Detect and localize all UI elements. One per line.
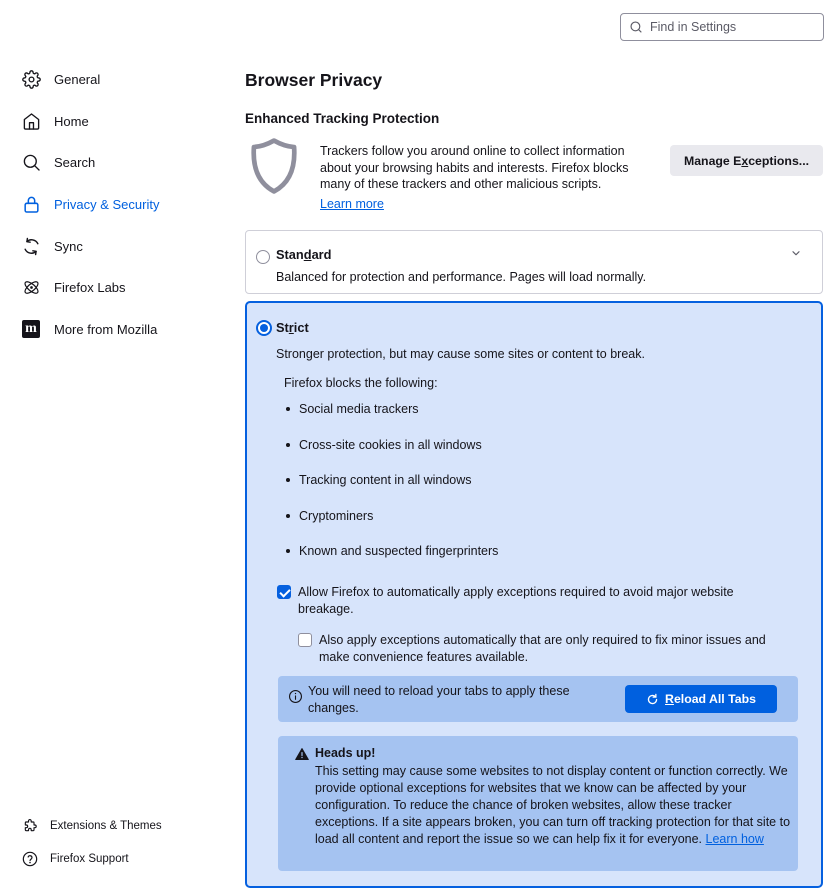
- sync-icon: [21, 236, 41, 256]
- footer-link-label: Extensions & Themes: [50, 819, 162, 832]
- blocked-item: Known and suspected fingerprinters: [286, 544, 498, 558]
- sidebar-item-label: Privacy & Security: [54, 197, 160, 213]
- lock-icon: [21, 195, 41, 215]
- sidebar-item-privacy-security[interactable]: [0, 184, 245, 226]
- sidebar-item-label: Sync: [54, 238, 83, 254]
- sidebar-item-label: Firefox Labs: [54, 280, 126, 296]
- sidebar-item-firefox-labs[interactable]: [0, 267, 245, 309]
- strict-description: Stronger protection, but may cause some sites or content to break.: [276, 347, 645, 361]
- help-circle-icon: [22, 851, 38, 867]
- mozilla-m-icon: m: [21, 319, 41, 339]
- sidebar-item-label: More from Mozilla: [54, 321, 158, 337]
- major-exceptions-row: [277, 584, 769, 617]
- blocked-item: Tracking content in all windows: [286, 473, 498, 487]
- shield-icon: [247, 137, 301, 195]
- learn-how-link[interactable]: Learn how: [705, 831, 764, 846]
- strict-radio[interactable]: [256, 320, 272, 336]
- atom-icon: [21, 278, 41, 298]
- reload-notice-message: You will need to reload your tabs to apply these changes.: [308, 684, 570, 715]
- sidebar-item-general[interactable]: [0, 59, 245, 101]
- info-icon: [288, 689, 303, 704]
- warning-triangle-icon: [295, 747, 309, 761]
- firefox-support-link[interactable]: [0, 842, 245, 875]
- sidebar-item-more-from-mozilla[interactable]: [0, 309, 245, 351]
- home-icon: [21, 111, 41, 131]
- standard-label: Standard: [276, 247, 332, 262]
- strict-option-card: [245, 301, 823, 888]
- minor-exceptions-row: [298, 632, 790, 665]
- blocked-item: Social media trackers: [286, 402, 498, 416]
- blocks-intro: Firefox blocks the following:: [284, 376, 438, 390]
- manage-exceptions-button[interactable]: Manage Exceptions...: [670, 145, 823, 176]
- learn-more-link[interactable]: Learn more: [320, 196, 384, 211]
- search-icon: [21, 153, 41, 173]
- reload-tabs-notice: [278, 676, 798, 722]
- sidebar-item-search[interactable]: [0, 142, 245, 184]
- puzzle-icon: [22, 818, 38, 834]
- minor-exceptions-checkbox[interactable]: [298, 633, 312, 647]
- blocked-item: Cross-site cookies in all windows: [286, 438, 498, 452]
- browser-privacy-pane: [245, 0, 825, 894]
- major-exceptions-checkbox[interactable]: [277, 585, 291, 599]
- heads-up-warning: [278, 736, 798, 871]
- standard-description: Balanced for protection and performance. Pages will load normally.: [276, 270, 647, 284]
- sidebar-item-label: General: [54, 72, 101, 88]
- minor-exceptions-label: Also apply exceptions automatically that are only required to fix minor issues and make convenience features available.: [319, 633, 766, 664]
- blocked-item: Cryptominers: [286, 509, 498, 523]
- gear-icon: [21, 70, 41, 90]
- blocked-items-list: [286, 402, 498, 580]
- major-exceptions-label: Allow Firefox to automatically apply exceptions required to avoid major website breakage.: [298, 585, 734, 616]
- standard-radio[interactable]: [256, 250, 270, 264]
- settings-sidebar: [0, 59, 245, 350]
- etp-heading: Enhanced Tracking Protection: [245, 111, 440, 126]
- page-title: Browser Privacy: [245, 70, 383, 90]
- sidebar-item-home[interactable]: [0, 101, 245, 143]
- sidebar-footer: [0, 809, 245, 875]
- sidebar-item-sync[interactable]: [0, 225, 245, 267]
- warning-title: Heads up!: [315, 746, 376, 760]
- extensions-themes-link[interactable]: [0, 809, 245, 842]
- reload-all-tabs-button[interactable]: Reload All Tabs: [625, 685, 777, 713]
- warning-body: This setting may cause some websites to not display content or function correctly. We provide optional exceptions for websites that we know can be affected by your configuration. To reduce the chance of broken websites, allow these tracker exceptions. If a site appears broken, you can turn off tracking protection for that site to load all content and report the issue so we can help fix it for everyone. Learn how: [315, 764, 791, 846]
- footer-link-label: Firefox Support: [50, 852, 129, 865]
- standard-option-card: [245, 230, 823, 294]
- chevron-down-icon[interactable]: [790, 247, 802, 259]
- sidebar-item-label: Home: [54, 113, 89, 129]
- strict-label: Strict: [276, 320, 309, 335]
- sidebar-item-label: Search: [54, 155, 96, 171]
- reload-icon: [646, 693, 659, 706]
- etp-description: Trackers follow you around online to collect information about your browsing habits and interests. Firefox blocks many of these trackers and other malicious scripts. Learn more: [320, 144, 629, 211]
